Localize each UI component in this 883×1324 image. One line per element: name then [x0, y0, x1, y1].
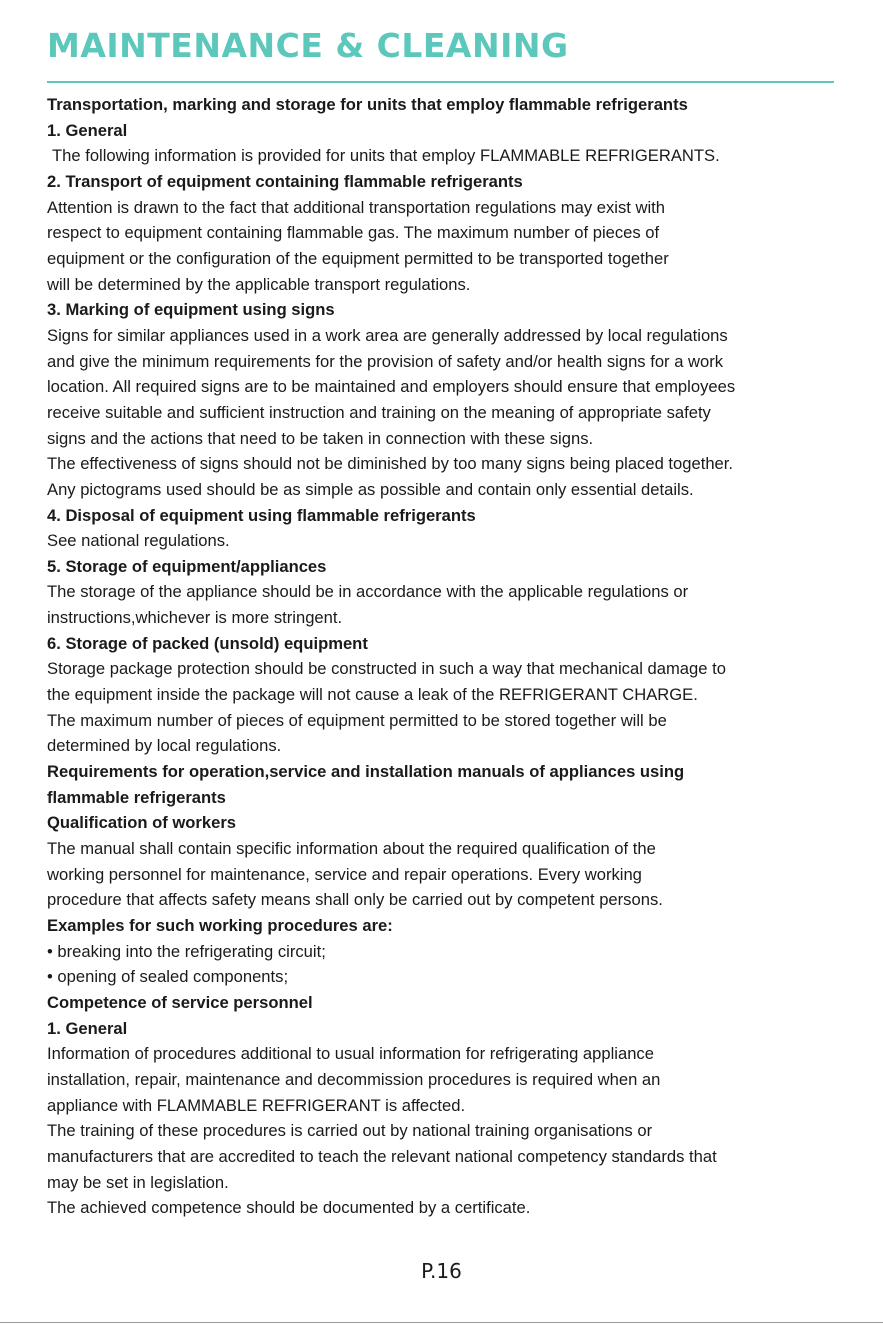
section-heading: 4. Disposal of equipment using flammable refrigerants	[47, 505, 476, 525]
body-text-line: • breaking into the refrigerating circuit;	[47, 941, 326, 961]
title-divider	[47, 81, 834, 83]
section-heading: Requirements for operation,service and installation manuals of appliances using	[47, 762, 685, 782]
body-text-line: location. All required signs are to be maintained and employers should ensure that employees	[47, 377, 736, 397]
section-heading: Transportation, marking and storage for units that employ flammable refrigerants	[47, 95, 688, 114]
body-text-line: The storage of the appliance should be in accordance with the applicable regulations or	[47, 582, 689, 602]
body-text-line: The training of these procedures is carried out by national training organisations or	[47, 1121, 653, 1141]
section-heading: 1. General	[47, 120, 128, 140]
body-text-line: Any pictograms used should be as simple as possible and contain only essential details.	[47, 479, 694, 499]
body-text-line: Attention is drawn to the fact that additional transportation regulations may exist with	[47, 197, 665, 217]
body-text-line: manufacturers that are accredited to teach the relevant national competency standards that	[47, 1146, 717, 1166]
body-text-line: installation, repair, maintenance and decommission procedures is required when an	[47, 1069, 661, 1089]
body-text-line: procedure that affects safety means shall only be carried out by competent persons.	[47, 890, 663, 910]
body-text-line: signs and the actions that need to be taken in connection with these signs.	[47, 428, 594, 448]
section-heading: 5. Storage of equipment/appliances	[47, 556, 327, 576]
body-text-line: • opening of sealed components;	[47, 967, 289, 987]
body-text-line: The following information is provided for units that employ FLAMMABLE REFRIGERANTS.	[52, 146, 720, 166]
section-heading: Qualification of workers	[47, 813, 237, 833]
body-text-line: instructions,whichever is more stringent.	[47, 608, 343, 628]
body-text-line: Storage package protection should be constructed in such a way that mechanical damage to	[47, 659, 726, 679]
body-text-line: receive suitable and sufficient instruction and training on the meaning of appropriate safety	[47, 402, 711, 422]
body-text-line: the equipment inside the package will not cause a leak of the REFRIGERANT CHARGE.	[47, 685, 698, 705]
section-heading: Examples for such working procedures are:	[47, 916, 393, 935]
body-text-line: and give the minimum requirements for the provision of safety and/or health signs for a work	[47, 351, 724, 371]
body-text-line: respect to equipment containing flammable gas. The maximum number of pieces of	[47, 223, 660, 243]
section-heading: 3. Marking of equipment using signs	[47, 300, 335, 320]
body-text-line: equipment or the configuration of the equipment permitted to be transported together	[47, 248, 669, 268]
section-heading: 2. Transport of equipment containing flammable refrigerants	[47, 171, 523, 191]
body-text-line: See national regulations.	[47, 531, 230, 551]
document-body	[47, 92, 847, 1221]
body-text-line: The achieved competence should be documented by a certificate.	[47, 1198, 531, 1218]
section-heading: 1. General	[47, 1018, 128, 1038]
section-heading: flammable refrigerants	[47, 787, 226, 807]
bottom-divider	[0, 1322, 883, 1323]
body-text-line: The manual shall contain specific information about the required qualification of the	[47, 839, 656, 859]
body-text-line: appliance with FLAMMABLE REFRIGERANT is affected.	[47, 1095, 466, 1115]
page-number: P.16	[421, 1259, 462, 1283]
body-text-line: The maximum number of pieces of equipment permitted to be stored together will be	[47, 710, 667, 730]
section-heading: 6. Storage of packed (unsold) equipment	[47, 633, 368, 653]
body-text-line: determined by local regulations.	[47, 736, 282, 756]
body-text-line: will be determined by the applicable transport regulations.	[47, 274, 471, 294]
section-heading: Competence of service personnel	[47, 992, 313, 1012]
body-text-line: Signs for similar appliances used in a work area are generally addressed by local regulations	[47, 325, 728, 345]
body-text-line: Information of procedures additional to usual information for refrigerating appliance	[47, 1044, 654, 1064]
body-text-line: may be set in legislation.	[47, 1172, 229, 1192]
body-text-line: The effectiveness of signs should not be diminished by too many signs being placed together.	[47, 454, 733, 474]
page-title: MAINTENANCE & CLEANING	[47, 26, 569, 65]
body-text-line: working personnel for maintenance, service and repair operations. Every working	[47, 864, 642, 884]
